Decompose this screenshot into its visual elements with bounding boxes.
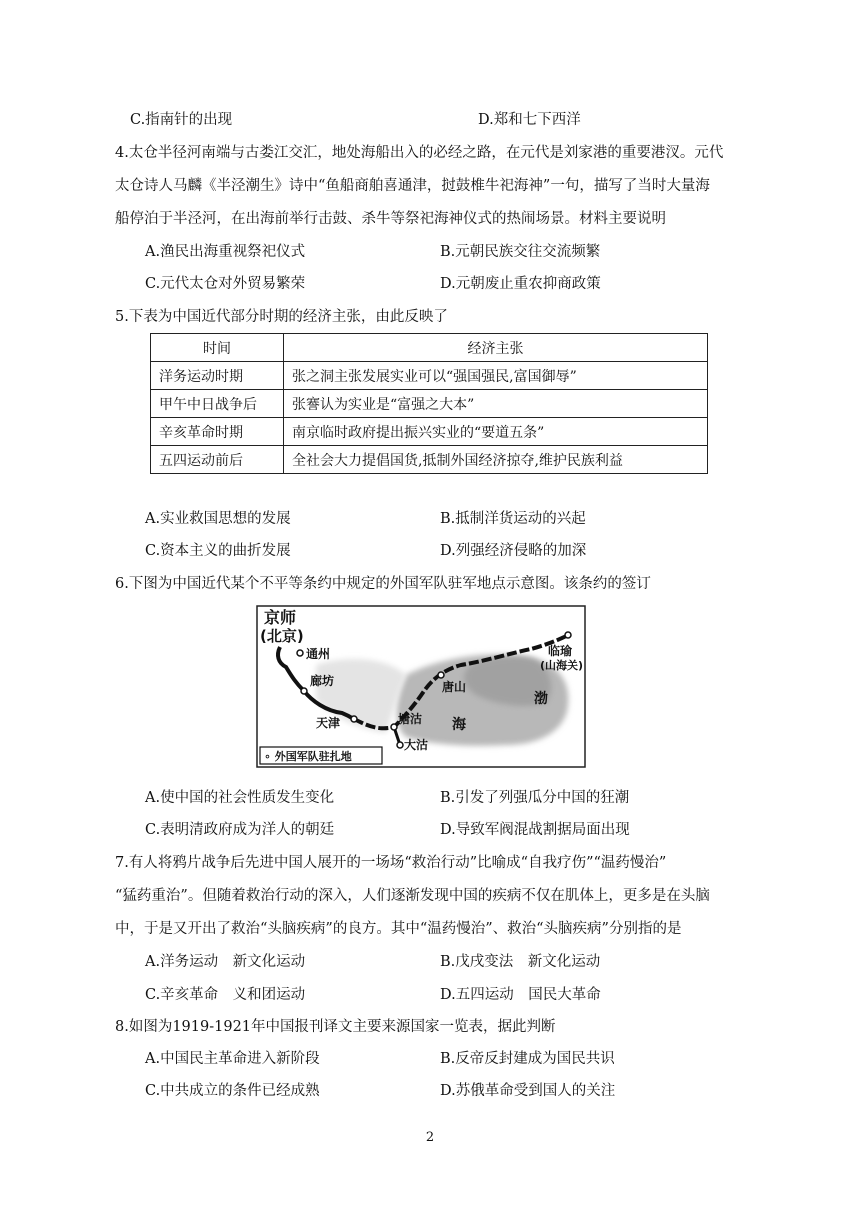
marker-tangshan <box>438 672 444 678</box>
q3-option-c: C.指南针的出现 <box>130 112 233 128</box>
table-cell-policy: 张謇认为实业是“富强之大本” <box>284 390 708 418</box>
map-label-langfang: 廊坊 <box>310 674 335 688</box>
map-label-sea-2: 海 <box>452 717 466 733</box>
table-cell-policy: 南京临时政府提出振兴实业的“要道五条” <box>284 418 708 446</box>
q4-option-d: D.元朝废止重农抑商政策 <box>440 276 601 292</box>
q4-stem-line-1: 4.太仓半径河南端与古娄江交汇，地处海船出入的必经之路，在元代是刘家港的重要港汊。元代 <box>115 145 724 161</box>
marker-shanhaiguan <box>565 632 571 638</box>
table-cell-period: 甲午中日战争后 <box>151 390 284 418</box>
q8-stem: 8.如图为1919-1921年中国报刊译文主要来源国家一览表，据此判断 <box>115 1019 556 1035</box>
table-cell-policy: 全社会大力提倡国货,抵制外国经济掠夺,维护民族利益 <box>284 446 708 474</box>
q4-option-b: B.元朝民族交往交流频繁 <box>440 244 601 260</box>
q4-stem-line-3: 船停泊于半泾河，在出海前举行击鼓、杀牛等祭祀海神仪式的热闹场景。材料主要说明 <box>115 211 666 227</box>
map-legend-text: ∘ 外国军队驻扎地 <box>264 750 352 763</box>
q8-option-d: D.苏俄革命受到国人的关注 <box>440 1083 616 1099</box>
map-label-tangshan: 唐山 <box>442 680 467 694</box>
map-label-tanggu: 塘沽 <box>398 712 423 726</box>
q7-option-c: C.辛亥革命 义和团运动 <box>145 987 306 1003</box>
q6-option-b: B.引发了列强瓜分中国的狂潮 <box>440 790 630 806</box>
q7-option-a: A.洋务运动 新文化运动 <box>145 954 306 970</box>
map-label-sea-1: 渤 <box>534 691 548 707</box>
map-label-shanhaiguan: (山海关) <box>540 659 584 672</box>
marker-tongzhou <box>297 650 303 656</box>
marker-tanggu <box>391 724 397 730</box>
q7-option-d: D.五四运动 国民大革命 <box>440 987 601 1003</box>
economic-policy-table <box>150 333 708 474</box>
table-row <box>151 362 708 390</box>
q7-stem-line-1: 7.有人将鸦片战争后先进中国人展开的一场场“救治行动”比喻成“自我疗伤”“温药慢治” <box>115 855 667 871</box>
q8-option-c: C.中共成立的条件已经成熟 <box>145 1083 320 1099</box>
table-cell-period: 辛亥革命时期 <box>151 418 284 446</box>
marker-tianjin <box>351 716 357 722</box>
map-label-tongzhou: 通州 <box>306 647 331 661</box>
map-label-beijing: (北京) <box>260 627 304 645</box>
q8-option-b: B.反帝反封建成为国民共识 <box>440 1051 615 1067</box>
q5-option-c: C.资本主义的曲折发展 <box>145 543 291 559</box>
table-row <box>151 390 708 418</box>
q5-option-b: B.抵制洋货运动的兴起 <box>440 511 586 527</box>
garrison-map <box>256 605 586 768</box>
q4-option-a: A.渔民出海重视祭祀仪式 <box>145 244 306 260</box>
q5-option-d: D.列强经济侵略的加深 <box>440 543 587 559</box>
table-row <box>151 446 708 474</box>
q7-stem-line-2: “猛药重治”。但随着救治行动的深入，人们逐渐发现中国的疾病不仅在肌体上，更多是在头脑 <box>115 888 710 904</box>
q6-option-a: A.使中国的社会性质发生变化 <box>145 790 335 806</box>
q4-option-c: C.元代太仓对外贸易繁荣 <box>145 276 306 292</box>
q6-stem: 6.下图为中国近代某个不平等条约中规定的外国军队驻军地点示意图。该条约的签订 <box>115 576 651 592</box>
table-cell-period: 洋务运动时期 <box>151 362 284 390</box>
table-header-time: 时间 <box>151 334 284 362</box>
q6-option-c: C.表明清政府成为洋人的朝廷 <box>145 822 335 838</box>
marker-dagu <box>397 742 403 748</box>
q7-stem-line-3: 中，于是又开出了救治“头脑疾病”的良方。其中“温药慢治”、救治“头脑疾病”分别指的是 <box>115 921 682 937</box>
marker-langfang <box>301 688 307 694</box>
q5-stem: 5.下表为中国近代部分时期的经济主张，由此反映了 <box>115 309 448 325</box>
q6-option-d: D.导致军阀混战割据局面出现 <box>440 822 630 838</box>
table-header-policy: 经济主张 <box>284 334 708 362</box>
q8-option-a: A.中国民主革命进入新阶段 <box>145 1051 320 1067</box>
table-cell-period: 五四运动前后 <box>151 446 284 474</box>
map-label-linyu: 临瑜 <box>548 644 573 658</box>
q4-stem-line-2: 太仓诗人马麟《半泾潮生》诗中“鱼船商舶喜通津，挝鼓椎牛祀海神”一句，描写了当时大量海 <box>115 178 710 194</box>
q3-option-d: D.郑和七下西洋 <box>478 112 581 128</box>
table-header-row <box>151 334 708 362</box>
q7-option-b: B.戊戌变法 新文化运动 <box>440 954 601 970</box>
table-cell-policy: 张之洞主张发展实业可以“强国强民,富国御辱” <box>284 362 708 390</box>
q5-option-a: A.实业救国思想的发展 <box>145 511 291 527</box>
table-row <box>151 418 708 446</box>
page-number: 2 <box>425 1130 435 1145</box>
map-label-tianjin: 天津 <box>316 716 341 730</box>
map-label-capital: 京师 <box>264 608 297 627</box>
map-label-dagu: 大沽 <box>404 738 429 752</box>
